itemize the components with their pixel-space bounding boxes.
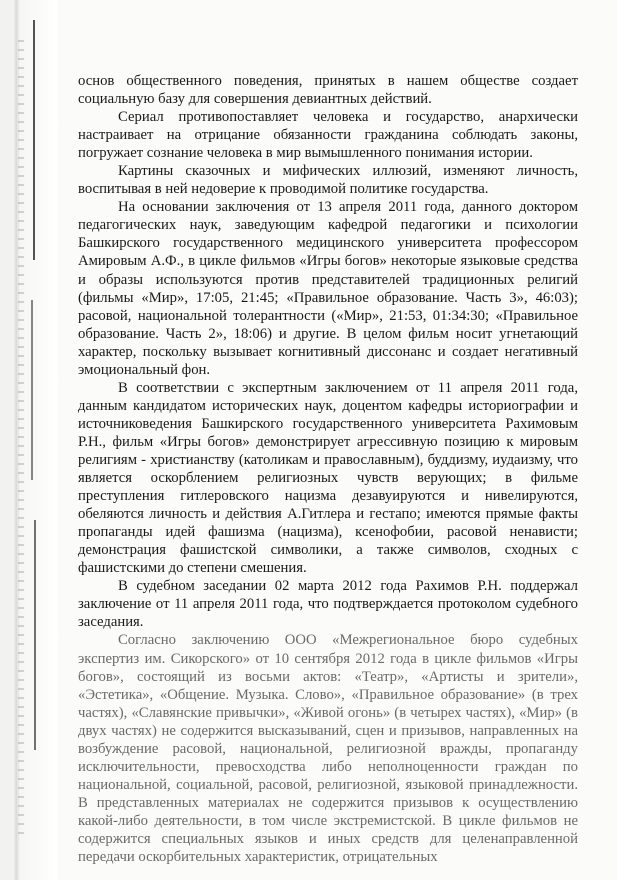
paragraph-6: В судебном заседании 02 марта 2012 года Рахимов Р.Н. поддержал заключение от 11 апреля 2011 года, что подтверждается протоколом судебного заседания.: [78, 578, 578, 631]
scan-streak: [33, 20, 35, 260]
paragraph-1: основ общественного поведения, принятых в нашем обществе создает социальную базу для совершения девиантных действий.: [78, 73, 578, 108]
paragraph-7: Согласно заключению ООО «Межрегиональное бюро судебных экспертиз им. Сикорского» от 10 сентября 2012 года в цикле фильмов «Игры богов», состоящий из восьми актов: «Театр», «Артисты и зрители», «Эстетика», «Общение. Музыка. Слово», «Правильное образование» (в трех частях), «Славянские привычки», «Живой огонь» (в четырех частях), «Мир» (в двух частях) не содержится высказываний, сцен и призывов, направленных на возбуждение расовой, национальной, религиозной вражды, пропаганду исключительности, превосходства либо неполноценности граждан по национальной, социальной, расовой, религиозной, языковой принадлежности. В представленных материалах не содержится призывов к осуществлению какой-либо деятельности, в том числе экстремистской. В цикле фильмов не содержится специальных языков и иных средств для целенаправленной передачи оскорбительных характеристик, отрицательных: [78, 632, 578, 866]
paragraph-4: На основании заключения от 13 апреля 2011 года, данного доктором педагогических наук, заведующим кафедрой педагогики и психологии Башкирского государственного медицинского университета профессором Амировым А.Ф., в цикле фильмов «Игры богов» некоторые языковые средства и образы используются против представителей традиционных религий (фильмы «Мир», 17:05, 21:45; «Правильное образование. Часть 3», 46:03); расовой, национальной толерантности («Мир», 21:53, 01:34:30; «Правильное образование. Часть 2», 18:06) и другие. В целом фильм носит угнетающий характер, поскольку вызывает когнитивный диссонанс и создает негативный эмоциональный фон.: [78, 199, 578, 378]
scan-streak: [34, 520, 36, 750]
scan-streak: [31, 300, 33, 480]
scan-margin-artifact: [0, 0, 58, 880]
scan-noise: [18, 40, 24, 840]
paragraph-3: Картины сказочных и мифических иллюзий, изменяют личность, воспитывая в ней недоверие к проводимой политике государства.: [78, 163, 578, 198]
document-body: [78, 72, 578, 866]
paragraph-2: Сериал противопоставляет человека и государство, анархически настраивает на отрицание обязанности гражданина соблюдать законы, погружает сознание человека в мир вымышленного понимания истории.: [78, 109, 578, 162]
paragraph-5: В соответствии с экспертным заключением от 11 апреля 2011 года, данным кандидатом исторических наук, доцентом кафедры историографии и источниковедения Башкирского государственного университета Рахимовым Р.Н., фильм «Игры богов» демонстрирует агрессивную позицию к мировым религиям - христианству (католикам и православным), буддизму, иудаизму, что является оскорблением религиозных чувств верующих; в фильме преступления гитлеровского нацизма дезавуируются и нивелируются, обеляются личность и действия А.Гитлера и гестапо; имеются прямые факты пропаганды идей фашизма (нацизма), ксенофобии, расовой ненависти; демонстрация фашистской символики, а также символов, сходных с фашистскими до степени смешения.: [78, 379, 578, 577]
